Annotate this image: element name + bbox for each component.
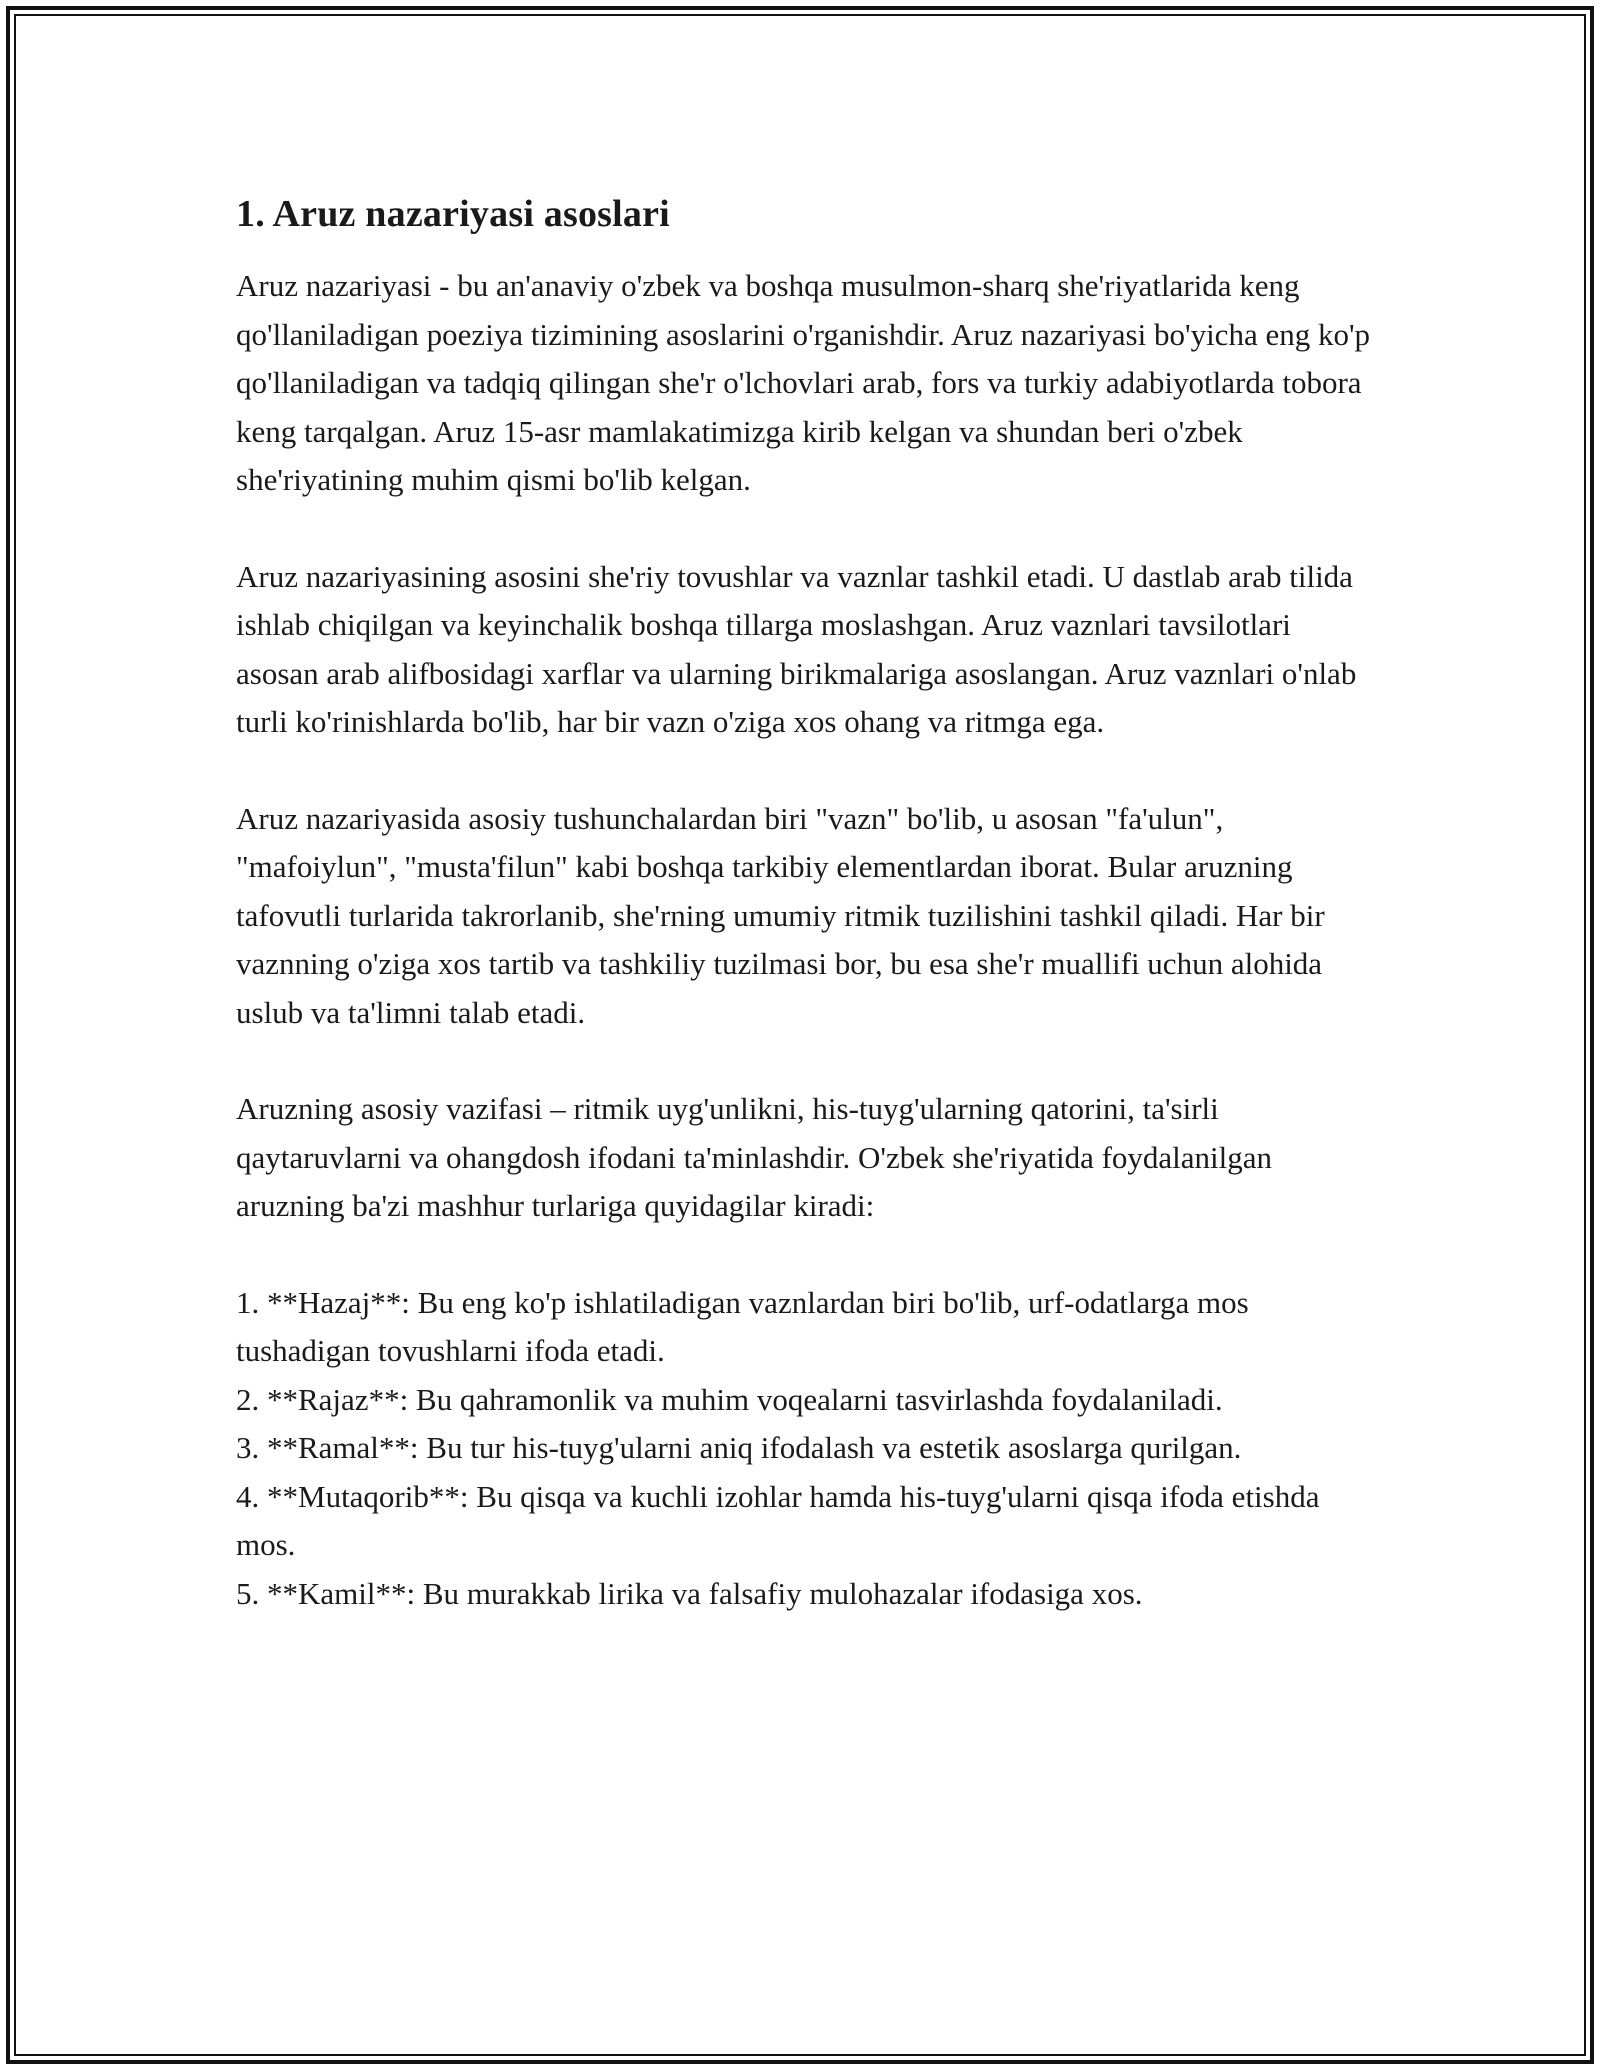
list-item: 1. **Hazaj**: Bu eng ko'p ishlatiladigan vaznlardan biri bo'lib, urf-odatlarga mos tushadigan tovushlarni ifoda etadi. [236,1284,1249,1368]
list-item: 2. **Rajaz**: Bu qahramonlik va muhim voqealarni tasvirlashda foydalaniladi. [236,1381,1223,1417]
meter-list [236,1279,1376,1619]
list-item: 4. **Mutaqorib**: Bu qisqa va kuchli izohlar hamda his-tuyg'ularni qisqa ifoda etishda mos. [236,1478,1320,1562]
paragraph-foundations: Aruz nazariyasining asosini she'riy tovushlar va vaznlar tashkil etadi. U dastlab arab tilida ishlab chiqilgan va keyinchalik boshqa tillarga moslashgan. Aruz vaznlari tavsilotlari asosan arab alifbosidagi xarflar va ularning birikmalariga asoslangan. Aruz vaznlari o'nlab turli ko'rinishlarda bo'lib, har bir vazn o'ziga xos ohang va ritmga ega. [236,558,1357,739]
paragraph-vazn: Aruz nazariyasida asosiy tushunchalardan biri "vazn" bo'lib, u asosan "fa'ulun", "mafoiylun", "musta'filun" kabi boshqa tarkibiy elementlardan iborat. Bular aruzning tafovutli turlarida takrorlanib, she'rning umumiy ritmik tuzilishini tashkil qiladi. Har bir vaznning o'ziga xos tartib va tashkiliy tuzilmasi bor, bu esa she'r muallifi uchun alohida uslub va ta'limni talab etadi. [236,800,1325,1030]
section-heading: 1. Aruz nazariyasi asoslari [236,193,670,235]
list-item: 3. **Ramal**: Bu tur his-tuyg'ularni aniq ifodalash va estetik asoslarga qurilgan. [236,1430,1242,1465]
document-body [236,188,1376,1618]
paragraph-intro: Aruz nazariyasi - bu an'anaviy o'zbek va boshqa musulmon-sharq she'riyatlarida keng qo'llaniladigan poeziya tizimining asoslarini o'rganishdir. Aruz nazariyasi bo'yicha eng ko'p qo'llaniladigan va tadqiq qilingan she'r o'lchovlari arab, fors va turkiy adabiyotlarda tobora keng tarqalgan. Aruz 15-asr mamlakatimizga kirib kelgan va shundan beri o'zbek she'riyatining muhim qismi bo'lib kelgan. [236,268,1371,497]
list-item: 5. **Kamil**: Bu murakkab lirika va falsafiy mulohazalar ifodasiga xos. [236,1575,1143,1611]
paragraph-purpose: Aruzning asosiy vazifasi – ritmik uyg'unlikni, his-tuyg'ularning qatorini, ta'sirli qaytaruvlarni va ohangdosh ifodani ta'minlashdir. O'zbek she'riyatida foydalanilgan aruzning ba'zi mashhur turlariga quyidagilar kiradi: [236,1091,1273,1223]
